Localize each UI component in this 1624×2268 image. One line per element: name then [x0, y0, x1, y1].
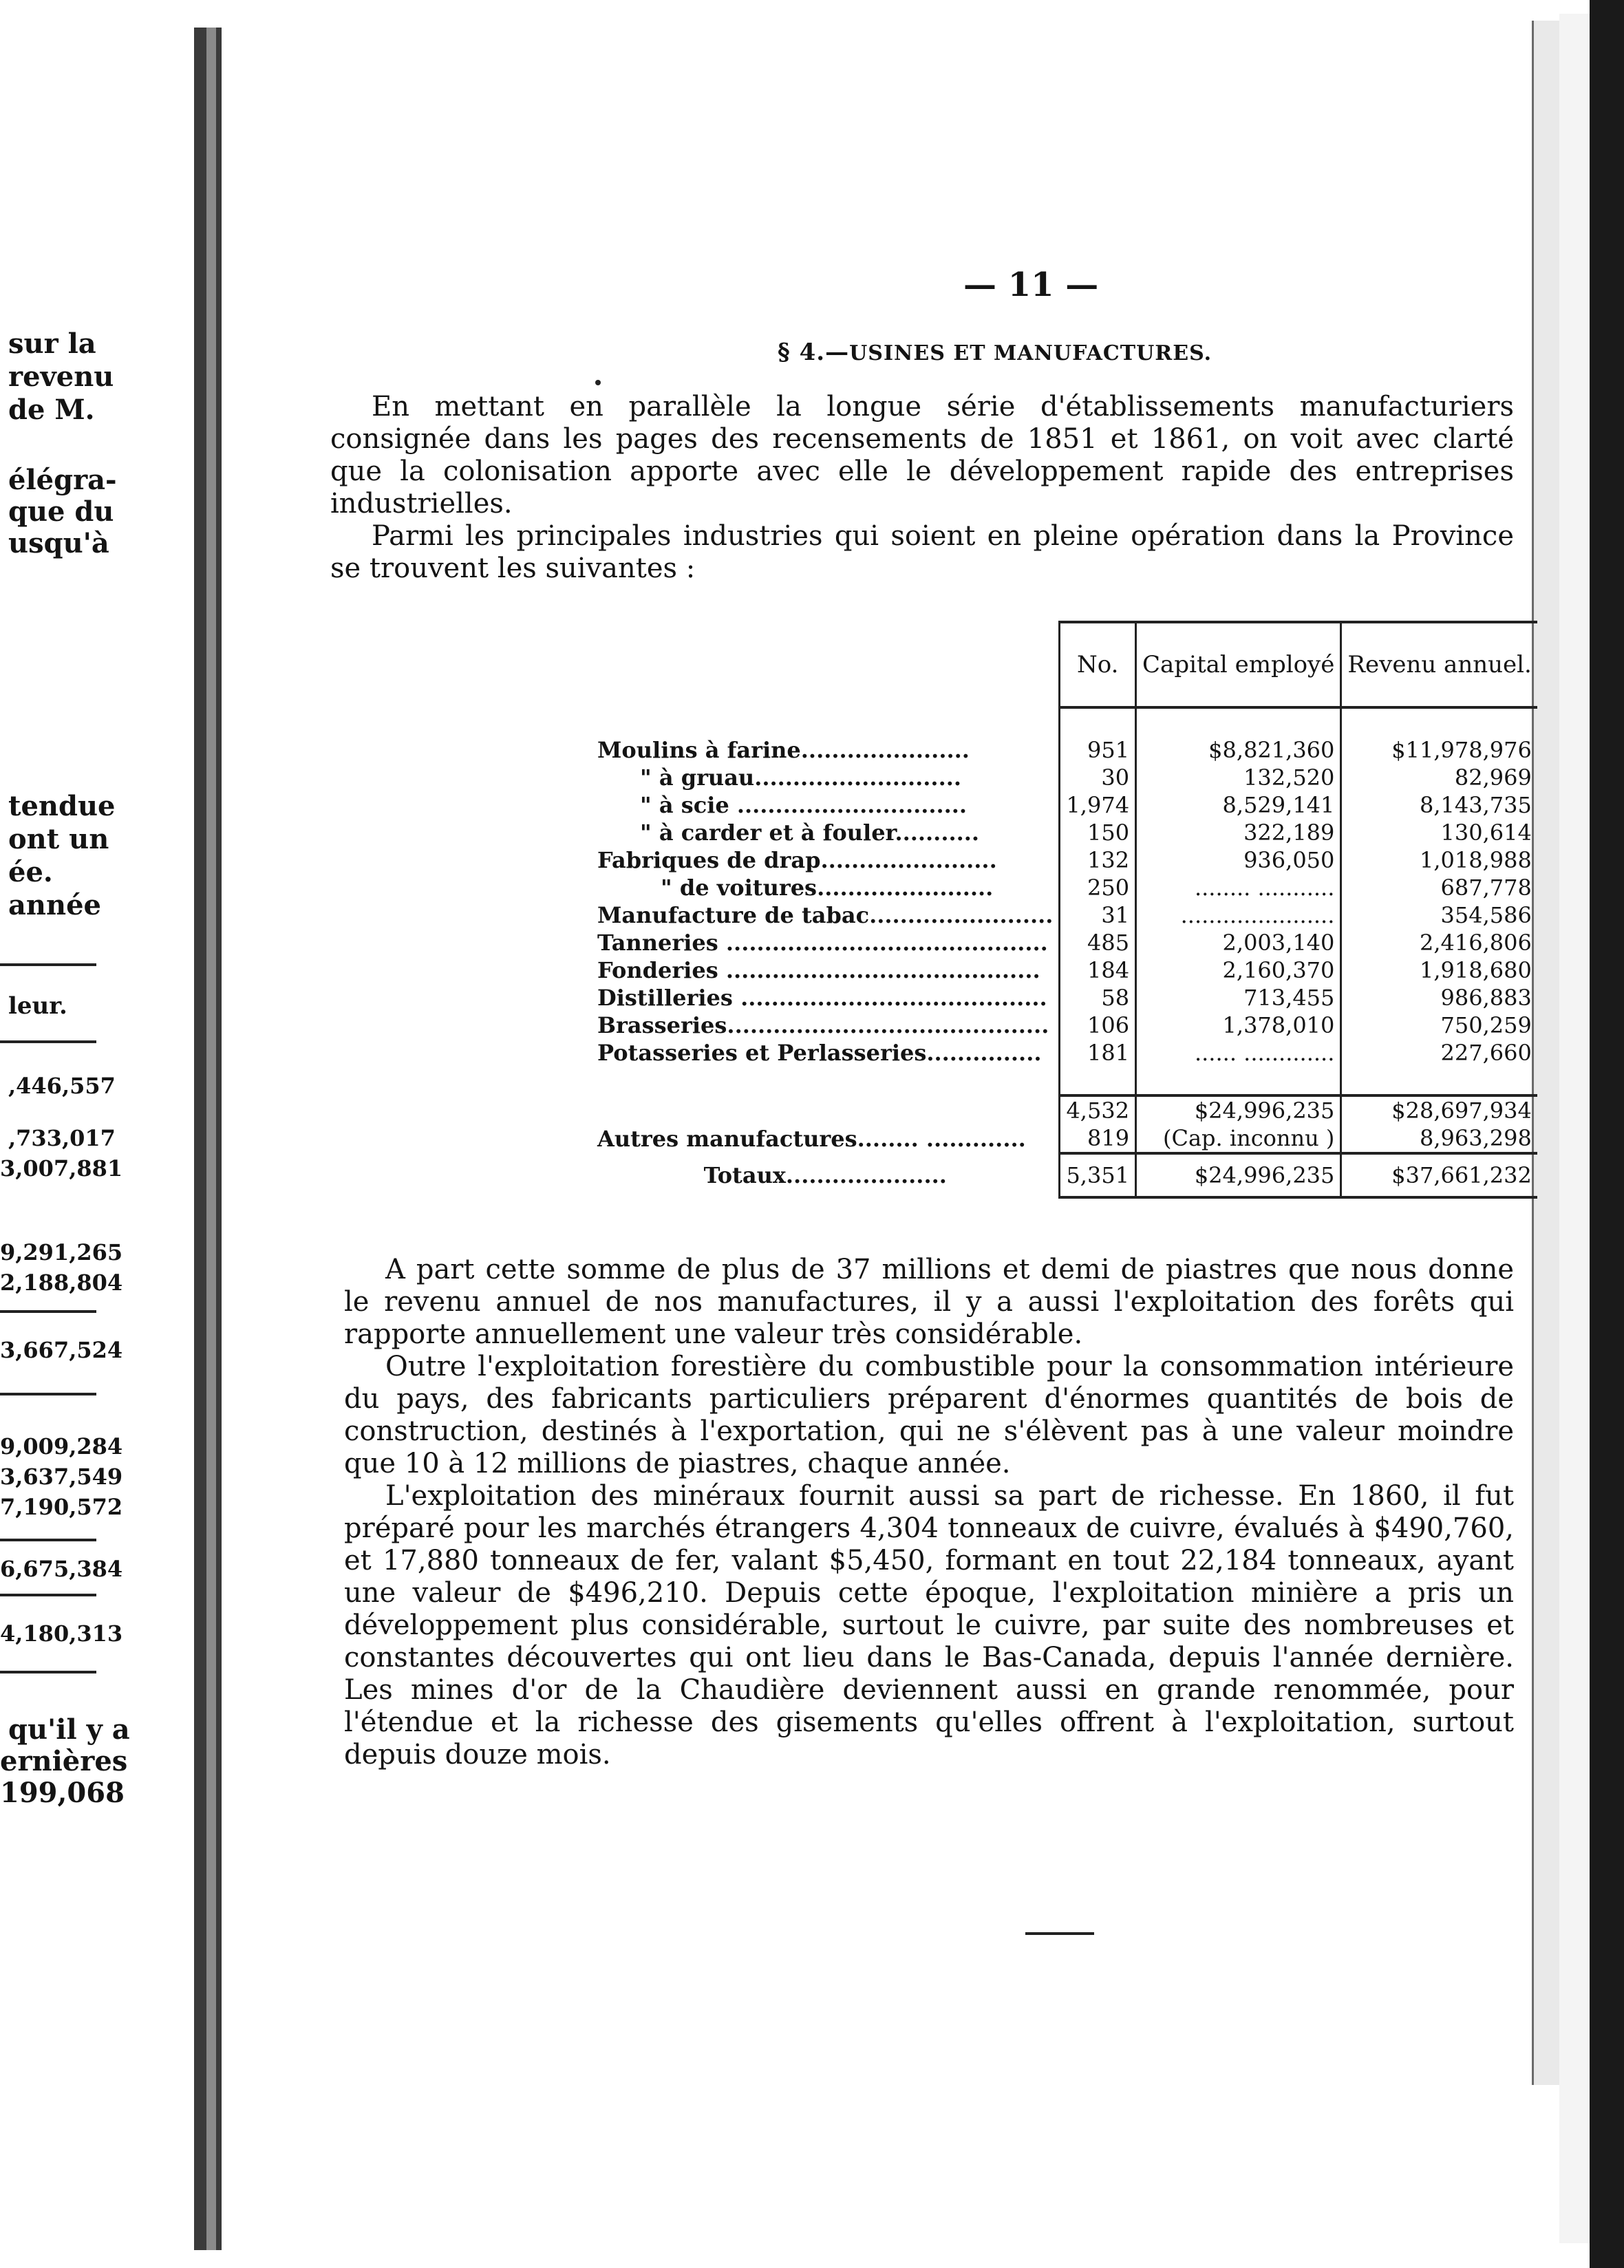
row-revenue: 227,660 — [1341, 1039, 1537, 1067]
row-capital: 322,189 — [1136, 819, 1341, 846]
subtotal-capital: $24,996,235 — [1136, 1095, 1341, 1124]
row-revenue: 2,416,806 — [1341, 929, 1537, 956]
table-row — [592, 846, 1537, 874]
subtotal-no: 4,532 — [1060, 1095, 1136, 1124]
col-header-revenue: Revenu annuel. — [1341, 622, 1537, 707]
row-capital: ...................... — [1136, 901, 1341, 929]
other-manufactures-row — [592, 1124, 1537, 1153]
row-revenue: $11,978,976 — [1341, 736, 1537, 764]
row-name: Potasseries et Perlasseries............... — [597, 1040, 1042, 1066]
section-title: USINES ET MANUFACTURES. — [849, 341, 1212, 365]
row-no: 150 — [1060, 819, 1136, 846]
total-no: 5,351 — [1060, 1153, 1136, 1197]
row-no: 250 — [1060, 874, 1136, 901]
page-edge — [1559, 14, 1594, 2243]
table-row — [592, 819, 1537, 846]
left-text: de M. — [8, 394, 95, 426]
row-capital: 2,003,140 — [1136, 929, 1341, 956]
row-capital: ...... ............. — [1136, 1039, 1341, 1067]
row-name: Fonderies ......................................... — [597, 957, 1040, 983]
row-capital: 1,378,010 — [1136, 1012, 1341, 1039]
left-rule — [0, 1393, 96, 1395]
col-header-capital: Capital employé — [1136, 622, 1341, 707]
left-text: ée. — [8, 856, 53, 888]
row-revenue: 750,259 — [1341, 1012, 1537, 1039]
row-revenue: 8,963,298 — [1341, 1124, 1537, 1153]
total-capital: $24,996,235 — [1136, 1153, 1341, 1197]
total-row — [592, 1153, 1537, 1197]
left-text: ,446,557 — [8, 1073, 116, 1099]
total-label: Totaux..................... — [703, 1162, 947, 1188]
row-revenue: 130,614 — [1341, 819, 1537, 846]
closing-rule — [1025, 1932, 1094, 1935]
row-no: 106 — [1060, 1012, 1136, 1039]
table-row — [592, 874, 1537, 901]
row-capital: 2,160,370 — [1136, 956, 1341, 984]
manufactures-table — [592, 621, 1537, 1199]
table-row — [592, 1039, 1537, 1067]
left-text: ,733,017 — [8, 1125, 116, 1151]
left-rule — [0, 963, 96, 966]
total-revenue: $37,661,232 — [1341, 1153, 1537, 1197]
row-revenue: 82,969 — [1341, 764, 1537, 791]
page-number: — 11 — — [963, 266, 1099, 304]
row-capital: 713,455 — [1136, 984, 1341, 1012]
row-no: 132 — [1060, 846, 1136, 874]
left-text: 9,291,265 — [0, 1239, 123, 1265]
left-text: 2,188,804 — [0, 1270, 123, 1296]
intro-text — [330, 391, 1514, 585]
left-rule — [0, 1671, 96, 1673]
left-text: 9,009,284 — [0, 1433, 123, 1459]
row-no: 819 — [1060, 1124, 1136, 1153]
table-row — [592, 764, 1537, 791]
left-rule — [0, 1040, 96, 1043]
row-name: Fabriques de drap....................... — [597, 847, 997, 873]
col-header-no: No. — [1060, 622, 1136, 707]
row-capital: 132,520 — [1136, 764, 1341, 791]
row-no: 485 — [1060, 929, 1136, 956]
row-capital: 936,050 — [1136, 846, 1341, 874]
table-row — [592, 929, 1537, 956]
table-row — [592, 984, 1537, 1012]
left-text: année — [8, 889, 101, 921]
row-no: 58 — [1060, 984, 1136, 1012]
table-header-row — [592, 622, 1537, 707]
row-revenue: 687,778 — [1341, 874, 1537, 901]
left-rule — [0, 1594, 96, 1596]
left-text: ernières — [0, 1745, 128, 1777]
row-revenue: 8,143,735 — [1341, 791, 1537, 819]
section-heading — [778, 339, 1212, 366]
left-text: sur la — [8, 328, 96, 360]
row-capital: 8,529,141 — [1136, 791, 1341, 819]
row-name: " à scie .............................. — [640, 792, 968, 818]
row-no: 1,974 — [1060, 791, 1136, 819]
left-text: élégra- — [8, 464, 117, 496]
ink-dot — [595, 380, 601, 385]
row-capital: $8,821,360 — [1136, 736, 1341, 764]
paragraph: L'exploitation des minéraux fournit aussi sa part de richesse. En 1860, il fut préparé pour les marchés étrangers 4,304 tonneaux de cuivre, évalués à $490,760, et 17,880 tonneaux de fer, valant $5,450, formant en tout 22,184 tonneaux, ayant une valeur de $496,210. Depuis cette époque, l'exploitation minière a pris un développement plus considérable, surtout le cuivre, par suite des nombreuses et constantes découvertes qui ont lieu dans le Bas-Canada, depuis l'année dernière. Les mines d'or de la Chaudière deviennent aussi en grande renommée, pour l'étendue et la richesse des gisements qu'elles offrent à l'exploitation, surtout depuis douze mois. — [344, 1480, 1514, 1770]
left-text: 3,637,549 — [0, 1464, 123, 1490]
left-text: 3,667,524 — [0, 1337, 123, 1363]
left-text: que du — [8, 495, 114, 528]
left-text: leur. — [8, 992, 67, 1020]
row-name: " à gruau........................... — [640, 764, 961, 791]
row-no: 30 — [1060, 764, 1136, 791]
row-capital: ........ ........... — [1136, 874, 1341, 901]
row-no: 951 — [1060, 736, 1136, 764]
left-text: qu'il y a — [8, 1713, 130, 1746]
left-text: revenu — [8, 361, 114, 393]
row-name: Distilleries ........................................ — [597, 985, 1047, 1011]
table-row — [592, 1012, 1537, 1039]
body-text — [344, 1254, 1514, 1771]
row-name: Autres manufactures........ ............. — [597, 1126, 1026, 1152]
section-number: § 4.— — [778, 339, 850, 366]
paragraph: A part cette somme de plus de 37 millions et demi de piastres que nous donne le revenu annuel de nos manufactures, il y a aussi l'exploitation des forêts qui rapporte annuellement une valeur très considérable. — [344, 1254, 1514, 1350]
left-text: 3,007,881 — [0, 1155, 123, 1181]
row-name: Manufacture de tabac........................ — [597, 902, 1054, 928]
row-name: Moulins à farine...................... — [597, 737, 970, 763]
row-name: Tanneries .......................................... — [597, 930, 1048, 956]
left-text: usqu'à — [8, 527, 109, 559]
left-text: 7,190,572 — [0, 1494, 123, 1520]
left-rule — [0, 1310, 96, 1313]
row-no: 184 — [1060, 956, 1136, 984]
scan-border — [1590, 0, 1624, 2268]
subtotal-row — [592, 1095, 1537, 1124]
row-revenue: 354,586 — [1341, 901, 1537, 929]
paragraph: Parmi les principales industries qui soient en pleine opération dans la Province se trouvent les suivantes : — [330, 520, 1514, 584]
left-text: 4,180,313 — [0, 1620, 123, 1647]
row-name: " à carder et à fouler........... — [640, 820, 980, 846]
left-text: 6,675,384 — [0, 1556, 123, 1582]
table-row — [592, 956, 1537, 984]
row-capital: (Cap. inconnu ) — [1136, 1124, 1341, 1153]
left-text: tendue — [8, 790, 116, 822]
row-revenue: 1,918,680 — [1341, 956, 1537, 984]
row-name: " de voitures....................... — [661, 875, 994, 901]
left-rule — [0, 1539, 96, 1541]
document-page — [227, 28, 1532, 2250]
paragraph: Outre l'exploitation forestière du combustible pour la consommation intérieure du pays, des fabricants particuliers préparent d'énormes quantités de bois de construction, destinés à l'exportation, qui ne s'élèvent pas à une valeur moindre que 10 à 12 millions de piastres, chaque année. — [344, 1351, 1514, 1479]
subtotal-revenue: $28,697,934 — [1341, 1095, 1537, 1124]
table-row — [592, 901, 1537, 929]
row-no: 31 — [1060, 901, 1136, 929]
book-gutter-shadow — [206, 28, 216, 2250]
table-row — [592, 736, 1537, 764]
left-text: ont un — [8, 823, 109, 855]
row-no: 181 — [1060, 1039, 1136, 1067]
left-text: 199,068 — [0, 1777, 125, 1809]
paragraph: En mettant en parallèle la longue série d'établissements manufacturiers consignée dans les pages des recensements de 1851 et 1861, on voit avec clarté que la colonisation apporte avec elle le développement rapide des entreprises industrielles. — [330, 391, 1514, 520]
left-page-fragment — [0, 0, 206, 2268]
row-revenue: 986,883 — [1341, 984, 1537, 1012]
table-row — [592, 791, 1537, 819]
row-revenue: 1,018,988 — [1341, 846, 1537, 874]
row-name: Brasseries.......................................... — [597, 1012, 1049, 1038]
